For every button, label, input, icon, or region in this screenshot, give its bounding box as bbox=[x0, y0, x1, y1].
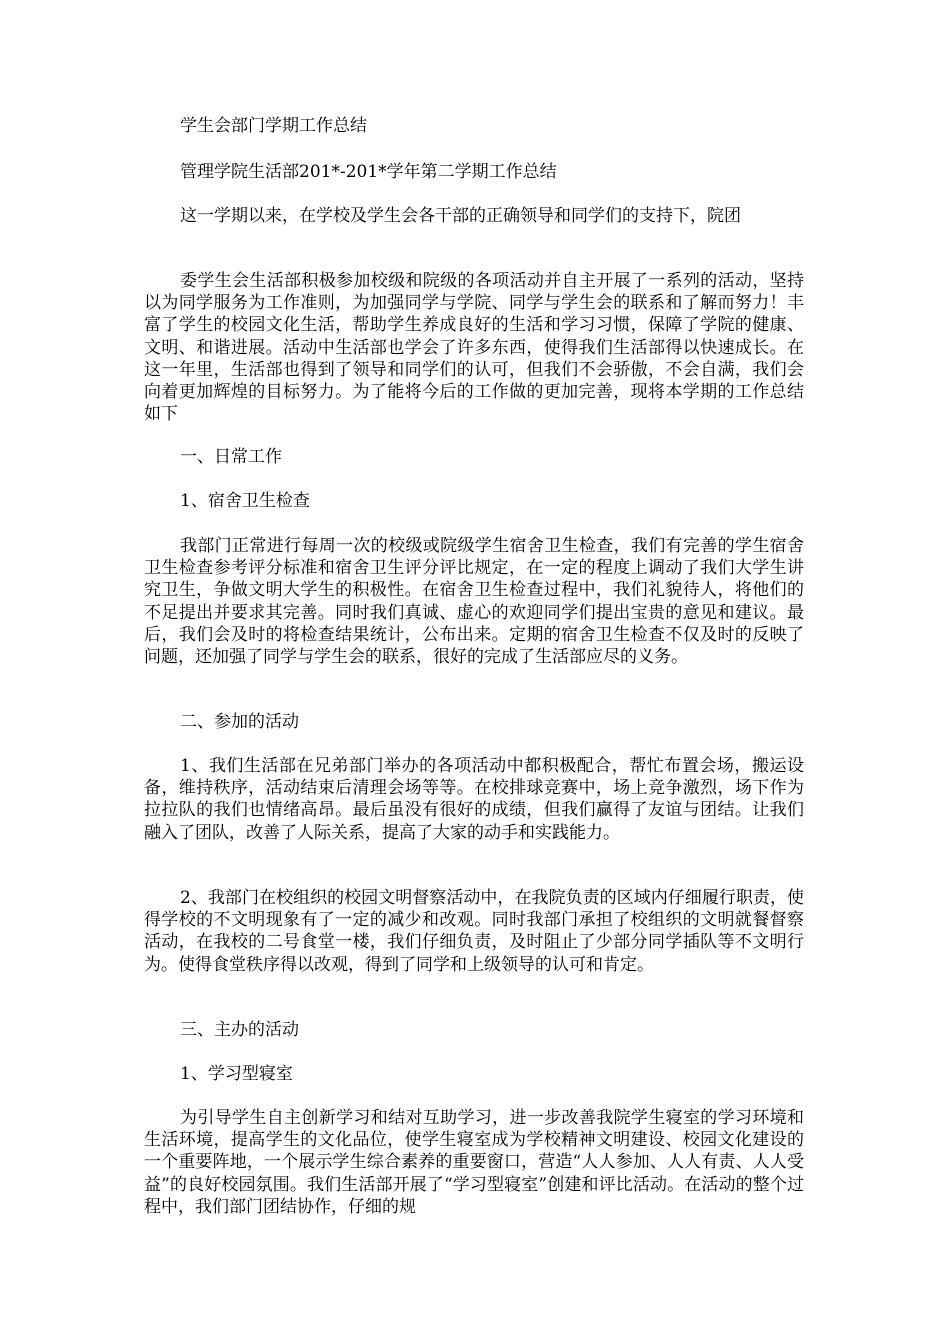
paragraph-participated-1: 1、我们生活部在兄弟部门举办的各项活动中都积极配合，帮忙布置会场，搬运设备，维持秩序，活动结束后清理会场等等。在校排球竞赛中，场上竞争激烈，场下作为拉拉队的我们也情绪高昂。最后虽没有很好的成绩，但我们赢得了友谊与团结。让我们融入了团队，改善了人际关系，提高了大家的动手和实践能力。 bbox=[144, 756, 804, 843]
item-heading-dorm-inspection: 1、宿舍卫生检查 bbox=[180, 491, 310, 511]
section-heading-hosted-activities: 三、主办的活动 bbox=[180, 1020, 299, 1040]
paragraph-dorm-inspection: 我部门正常进行每周一次的校级或院级学生宿舍卫生检查，我们有完善的学生宿舍卫生检查参考评分标准和宿舍卫生评分评比规定，在一定的程度上调动了我们大学生讲究卫生，争做文明大学生的积极性。在宿舍卫生检查过程中，我们礼貌待人，将他们的不足提出并要求其完善。同时我们真诚、虚心的欢迎同学们提出宝贵的意见和建议。最后，我们会及时的将检查结果统计，公布出来。定期的宿舍卫生检查不仅及时的反映了问题，还加强了同学与学生会的联系，很好的完成了生活部应尽的义务。 bbox=[144, 536, 804, 668]
intro-paragraph-1: 这一学期以来，在学校及学生会各干部的正确领导和同学们的支持下，院团 bbox=[180, 206, 741, 226]
paragraph-participated-2: 2、我部门在校组织的校园文明督察活动中，在我院负责的区域内仔细履行职责，使得学校的不文明现象有了一定的减少和改观。同时我部门承担了校组织的文明就餐督察活动，在我校的二号食堂一楼，我们仔细负责，及时阻止了少部分同学插队等不文明行为。使得食堂秩序得以改观，得到了同学和上级领导的认可和肯定。 bbox=[144, 888, 804, 975]
section-heading-daily-work: 一、日常工作 bbox=[180, 447, 282, 467]
document-subtitle: 管理学院生活部201*-201*学年第二学期工作总结 bbox=[180, 162, 557, 182]
paragraph-learning-dorm: 为引导学生自主创新学习和结对互助学习，进一步改善我院学生寝室的学习环境和生活环境，提高学生的文化品位，使学生寝室成为学校精神文明建设、校园文化建设的一个重要阵地，一个展示学生综合素养的重要窗口，营造“人人参加、人人有责、人人受益”的良好校园氛围。我们生活部开展了“学习型寝室”创建和评比活动。在活动的整个过程中，我们部门团结协作，仔细的规 bbox=[144, 1108, 804, 1217]
intro-paragraph-2: 委学生会生活部积极参加校级和院级的各项活动并自主开展了一系列的活动，坚持以为同学服务为工作准则，为加强同学与学院、同学与学生会的联系和了解而努力！丰富了学生的校园文化生活，帮助学生养成良好的生活和学习习惯，保障了学院的健康、文明、和谐进展。活动中生活部也学会了许多东西，使得我们生活部得以快速成长。在这一年里，生活部也得到了领导和同学们的认可，但我们不会骄傲，不会自满，我们会向着更加辉煌的目标努力。为了能将今后的工作做的更加完善，现将本学期的工作总结如下 bbox=[144, 271, 804, 425]
item-heading-learning-dorm: 1、学习型寝室 bbox=[180, 1064, 293, 1084]
document-title: 学生会部门学期工作总结 bbox=[180, 116, 367, 136]
section-heading-participated-activities: 二、参加的活动 bbox=[180, 712, 299, 732]
